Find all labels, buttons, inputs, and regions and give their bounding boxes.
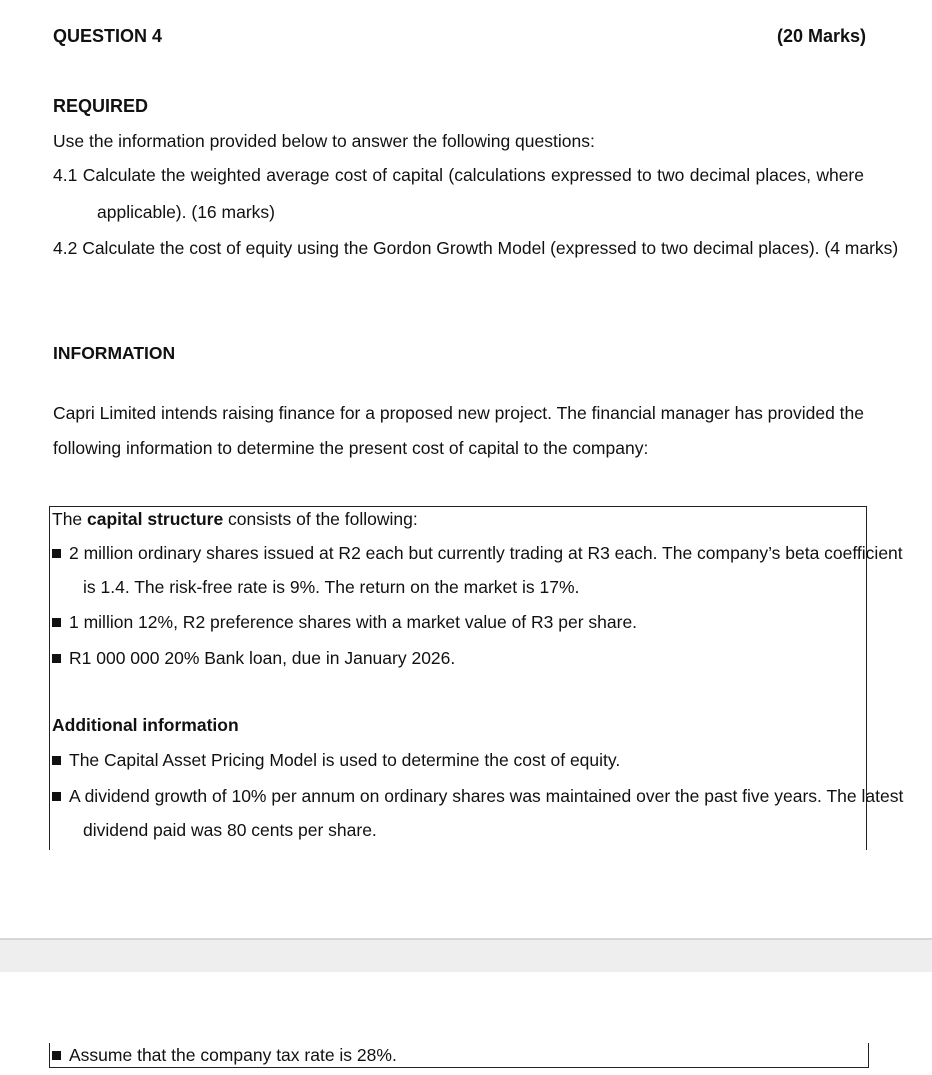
question-4-1-line2: applicable). (16 marks): [97, 202, 275, 222]
required-heading: REQUIRED: [53, 96, 149, 116]
capital-structure-lead: [52, 508, 418, 530]
information-heading: INFORMATION: [53, 343, 176, 363]
information-para-line1: Capri Limited intends raising finance for a proposed new project. The financial manager has provided the: [53, 403, 864, 423]
required-intro: Use the information provided below to answer the following questions:: [53, 131, 595, 151]
square-bullet-icon: [52, 618, 61, 627]
question-marks: (20 Marks): [776, 26, 866, 46]
capital-bullet1-line2: is 1.4. The risk-free rate is 9%. The return on the market is 17%.: [83, 577, 580, 597]
capital-bullet1-line1: 2 million ordinary shares issued at R2 each but currently trading at R3 each. The company’s beta coefficient: [69, 543, 903, 563]
list-item: [52, 647, 455, 669]
additional-bullet1: The Capital Asset Pricing Model is used to determine the cost of equity.: [69, 750, 621, 770]
capital-structure-lead-bold: capital structure: [87, 509, 224, 529]
list-item: [52, 785, 904, 807]
square-bullet-icon: [52, 654, 61, 663]
list-item: [52, 542, 903, 564]
additional-bullet3: Assume that the company tax rate is 28%.: [69, 1045, 397, 1065]
additional-bullet2-line1: A dividend growth of 10% per annum on ordinary shares was maintained over the past five years. The latest: [69, 786, 904, 806]
additional-bullet2-line2: dividend paid was 80 cents per share.: [83, 820, 377, 840]
square-bullet-icon: [52, 1051, 61, 1060]
question-4-1-line1: 4.1 Calculate the weighted average cost of capital (calculations expressed to two decimal places, where: [53, 165, 864, 185]
additional-heading: Additional information: [52, 715, 239, 735]
list-item: [52, 1044, 397, 1066]
question-title: QUESTION 4: [53, 26, 163, 46]
capital-bullet3: R1 000 000 20% Bank loan, due in January 2026.: [69, 648, 456, 668]
square-bullet-icon: [52, 549, 61, 558]
list-item: [52, 611, 637, 633]
capital-structure-lead-prefix: The: [52, 509, 88, 529]
information-para-line2: following information to determine the present cost of capital to the company:: [53, 438, 649, 458]
list-item: [52, 749, 620, 771]
question-4-2: 4.2 Calculate the cost of equity using the Gordon Growth Model (expressed to two decimal places). (4 marks): [53, 238, 899, 258]
page-separator: [0, 938, 932, 972]
capital-structure-lead-suffix: consists of the following:: [223, 509, 418, 529]
square-bullet-icon: [52, 792, 61, 801]
capital-bullet2: 1 million 12%, R2 preference shares with a market value of R3 per share.: [69, 612, 638, 632]
square-bullet-icon: [52, 756, 61, 765]
